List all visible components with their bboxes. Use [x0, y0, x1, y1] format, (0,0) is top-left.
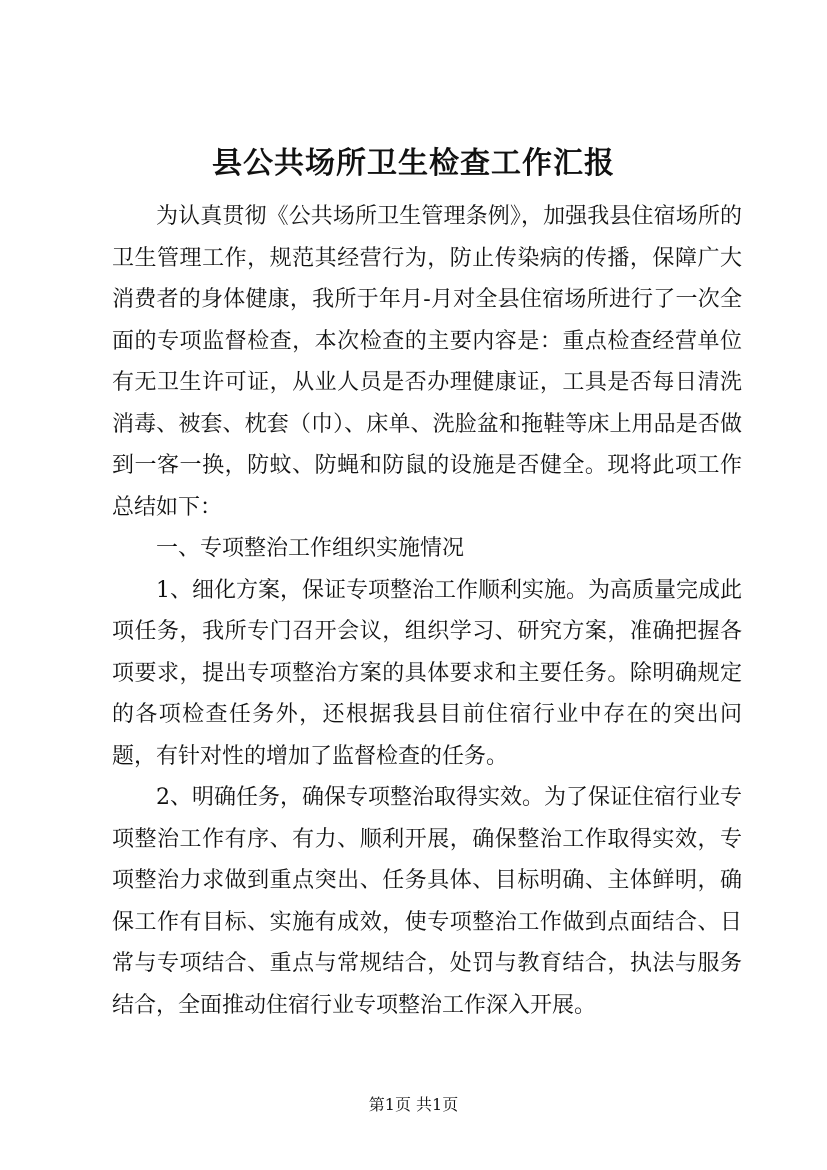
- document-body: [112, 196, 742, 1026]
- document-title: 县公共场所卫生检查工作汇报: [212, 146, 615, 181]
- paragraph-intro: 为认真贯彻《公共场所卫生管理条例》，加强我县住宿场所的卫生管理工作，规范其经营行为，防止传染病的传播，保障广大消费者的身体健康，我所于年月-月对全县住宿场所进行了一次全面的专项监督检查，本次检查的主要内容是：重点检查经营单位有无卫生许可证，从业人员是否办理健康证，工具是否每日清洗消毒、被套、枕套（巾）、床单、洗脸盆和拖鞋等床上用品是否做到一客一换，防蚊、防蝇和防鼠的设施是否健全。现将此项工作总结如下：: [112, 204, 742, 520]
- page-number-footer: 第1页 共1页: [368, 1095, 459, 1114]
- paragraph-item-1: 1、细化方案，保证专项整治工作顺利实施。为高质量完成此项任务，我所专门召开会议，组织学习、研究方案，准确把握各项要求，提出专项整治方案的具体要求和主要任务。除明确规定的各项检查任务外，还根据我县目前住宿行业中存在的突出问题，有针对性的增加了监督检查的任务。: [112, 577, 742, 769]
- section-heading-1: 一、专项整治工作组织实施情况: [156, 536, 465, 561]
- paragraph-item-2: 2、明确任务，确保专项整治取得实效。为了保证住宿行业专项整治工作有序、有力、顺利开展，确保整治工作取得实效，专项整治力求做到重点突出、任务具体、目标明确、主体鲜明，确保工作有目标、实施有成效，使专项整治工作做到点面结合、日常与专项结合、重点与常规结合，处罚与教育结合，执法与服务结合，全面推动住宿行业专项整治工作深入开展。: [112, 785, 742, 1018]
